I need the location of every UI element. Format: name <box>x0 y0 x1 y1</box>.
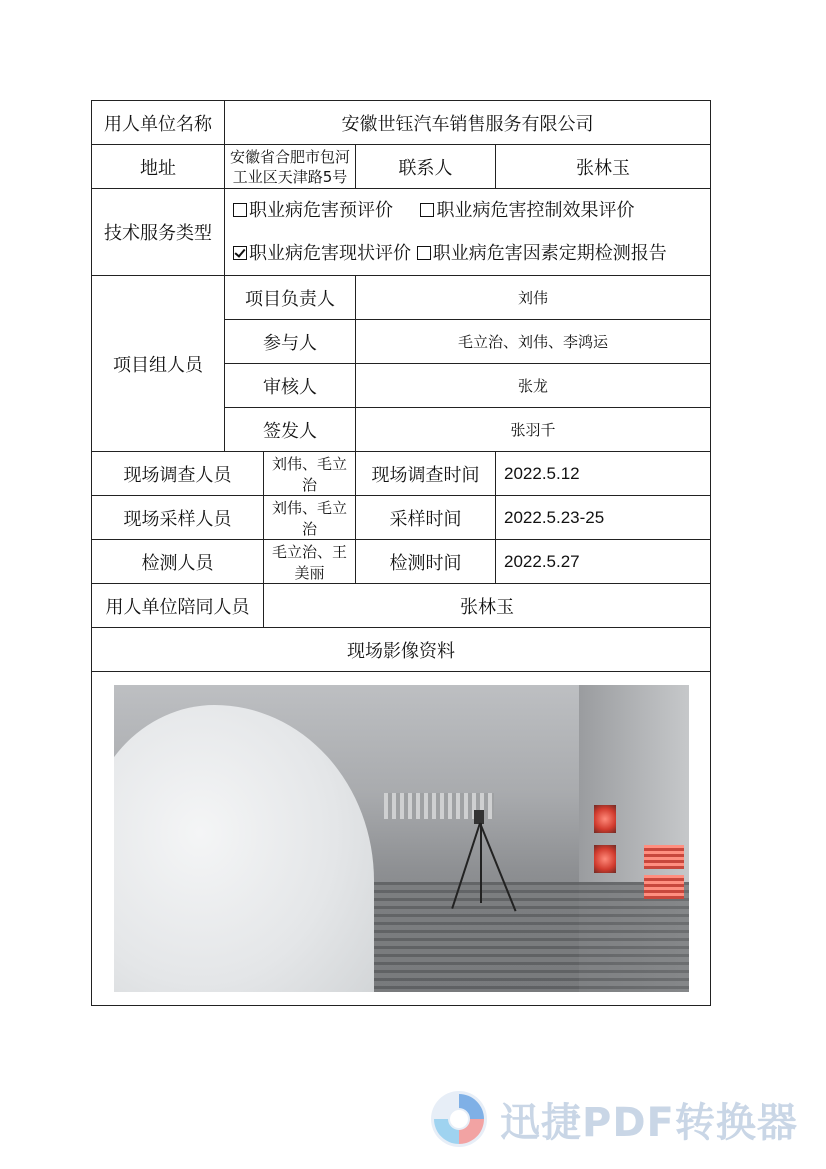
site-photo <box>114 685 689 992</box>
service-option-4[interactable]: 职业病危害因素定期检测报告 <box>417 243 667 264</box>
employer-label: 用人单位名称 <box>92 101 225 145</box>
escort-label: 用人单位陪同人员 <box>92 584 264 628</box>
covered-car <box>114 705 374 992</box>
contact-value: 张林玉 <box>496 145 711 189</box>
watermark-logo-icon <box>428 1088 490 1150</box>
team-role: 审核人 <box>225 364 356 408</box>
heat-lamp <box>644 845 684 869</box>
work-time-label: 检测时间 <box>356 540 496 584</box>
address-label: 地址 <box>92 145 225 189</box>
heat-lamp <box>594 845 616 873</box>
team-name: 毛立治、刘伟、李鸿运 <box>356 320 711 364</box>
team-role: 参与人 <box>225 320 356 364</box>
team-role: 项目负责人 <box>225 276 356 320</box>
service-option-1[interactable]: 职业病危害预评价 <box>233 200 393 221</box>
report-info-table <box>91 100 711 1006</box>
heat-lamp <box>594 805 616 833</box>
work-time: 2022.5.27 <box>496 540 711 584</box>
service-type-label: 技术服务类型 <box>92 189 225 276</box>
photo-cell <box>92 672 711 1006</box>
work-people: 刘伟、毛立治 <box>264 452 356 496</box>
team-name: 张龙 <box>356 364 711 408</box>
work-time-label: 现场调查时间 <box>356 452 496 496</box>
checkbox-checked-icon <box>233 246 247 260</box>
work-time-label: 采样时间 <box>356 496 496 540</box>
team-role: 签发人 <box>225 408 356 452</box>
checkbox-icon <box>233 203 247 217</box>
work-time: 2022.5.12 <box>496 452 711 496</box>
contact-label: 联系人 <box>356 145 496 189</box>
watermark <box>428 1088 798 1150</box>
photo-heading: 现场影像资料 <box>92 628 711 672</box>
team-name: 张羽千 <box>356 408 711 452</box>
service-type-options <box>225 189 711 276</box>
work-label: 检测人员 <box>92 540 264 584</box>
work-label: 现场采样人员 <box>92 496 264 540</box>
escort-value: 张林玉 <box>264 584 711 628</box>
employer-value: 安徽世钰汽车销售服务有限公司 <box>225 101 711 145</box>
team-name: 刘伟 <box>356 276 711 320</box>
service-option-3[interactable]: 职业病危害现状评价 <box>233 243 411 264</box>
watermark-text: 迅捷PDF转换器 <box>500 1099 798 1146</box>
work-label: 现场调查人员 <box>92 452 264 496</box>
project-team-label: 项目组人员 <box>92 276 225 452</box>
work-time: 2022.5.23-25 <box>496 496 711 540</box>
address-value: 安徽省合肥市包河工业区天津路5号 <box>225 145 356 189</box>
work-people: 毛立治、王美丽 <box>264 540 356 584</box>
work-people: 刘伟、毛立治 <box>264 496 356 540</box>
checkbox-icon <box>420 203 434 217</box>
service-option-2[interactable]: 职业病危害控制效果评价 <box>420 200 634 221</box>
checkbox-icon <box>417 246 431 260</box>
heat-lamp <box>644 875 684 899</box>
